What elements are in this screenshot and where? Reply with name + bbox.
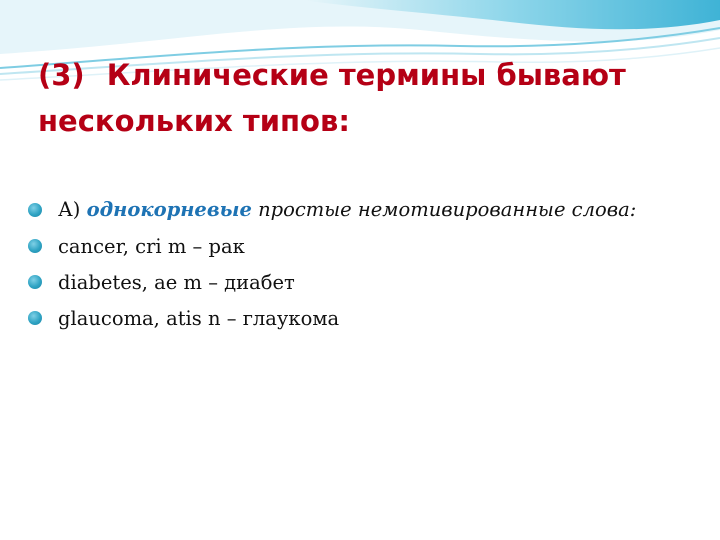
- title-text: Клинические термины бывают нескольких типов:: [38, 58, 626, 138]
- bullet-prefix: А): [58, 198, 81, 221]
- bullet-text: cancer, cri m – рак: [58, 235, 245, 258]
- bullet-item: [28, 193, 688, 229]
- round-dot-icon: [28, 239, 42, 253]
- round-dot-icon: [28, 203, 42, 217]
- bullet-item: [28, 301, 688, 337]
- bullet-list: [28, 193, 688, 337]
- bullet-item: [28, 229, 688, 265]
- bullet-term: однокорневые: [86, 198, 252, 221]
- slide-title: [38, 52, 688, 144]
- title-number: (3): [38, 58, 85, 92]
- round-dot-icon: [28, 311, 42, 325]
- bullet-item: [28, 265, 688, 301]
- round-dot-icon: [28, 275, 42, 289]
- bullet-rest: простые немотивированные слова:: [258, 198, 637, 221]
- bullet-text: diabetes, ae m – диабет: [58, 271, 295, 294]
- bullet-text: glaucoma, atis n – глаукома: [58, 307, 340, 330]
